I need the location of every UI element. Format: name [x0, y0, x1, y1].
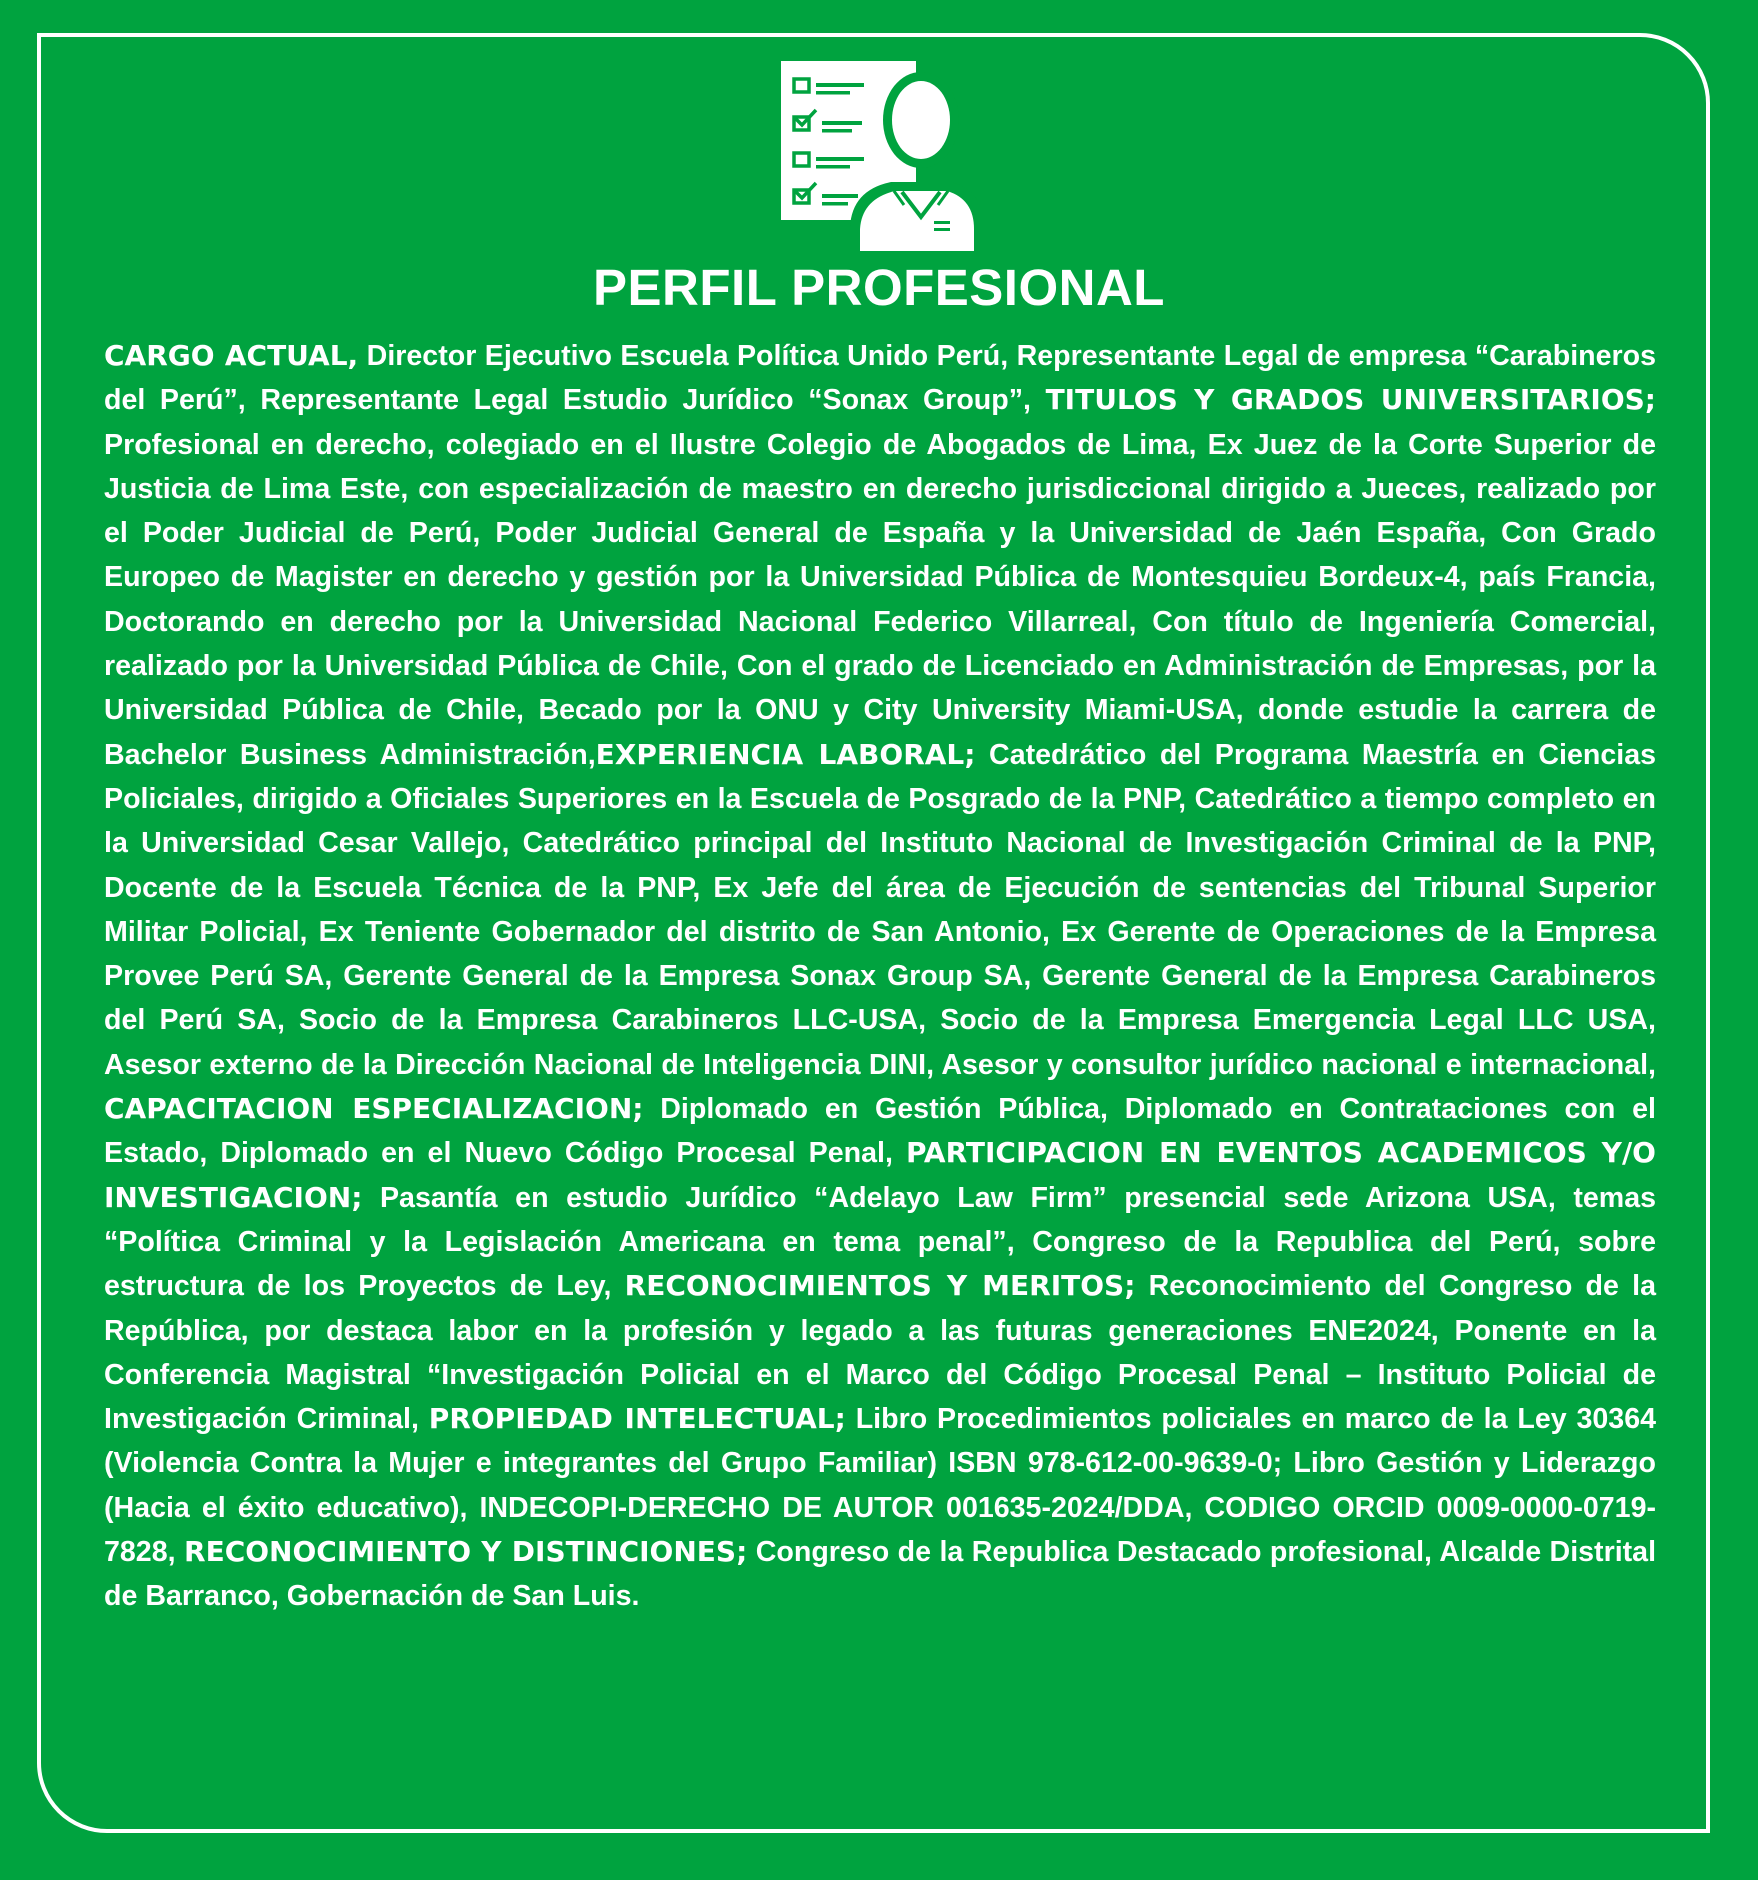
- section-text-distinciones: Congreso de la Republica Destacado profesional, Alcalde Distrital de Barranco, Gobernación de San Luis.: [104, 1536, 1657, 1613]
- profile-checklist-icon: [778, 59, 978, 251]
- section-text-reconocimientos: Reconocimiento del Congreso de la República, por destaca labor en la profesión y legado a las futuras generaciones ENE2024, Ponente en la Conferencia Magistral “Investigación Policial en el Marco del Código Procesal Penal – Instituto Policial de Investigación Criminal,: [104, 1270, 1656, 1436]
- section-text-propiedad: Libro Procedimientos policiales en marco de la Ley 30364 (Violencia Contra la Mujer e integrantes del Grupo Familiar) ISBN 978-612-00-9639-0; Libro Gestión y Liderazgo (Hacia el éxito educativo), INDECOPI-DERECHO DE AUTOR 001635-2024/DDA, CODIGO ORCID 0009-0000-0719-7828,: [104, 1403, 1656, 1569]
- page-title: PERFIL PROFESIONAL: [593, 259, 1165, 316]
- section-heading-distinciones: RECONOCIMIENTO Y DISTINCIONES;: [184, 1535, 748, 1569]
- section-heading-capacitacion: CAPACITACION ESPECIALIZACION;: [104, 1092, 644, 1126]
- section-text-experiencia: Catedrático del Programa Maestría en Ciencias Policiales, dirigido a Oficiales Superiores en la Escuela de Posgrado de la PNP, Catedrático a tiempo completo en la Universidad Cesar Vallejo, Catedrático principal del Instituto Nacional de Investigación Criminal de la PNP, Docente de la Escuela Técnica de la PNP, Ex Jefe del área de Ejecución de sentencias del Tribunal Superior Militar Policial, Ex Teniente Gobernador del distrito de San Antonio, Ex Gerente de Operaciones de la Empresa Provee Perú SA, Gerente General de la Empresa Sonax Group SA, Gerente General de la Empresa Carabineros del Perú SA, Socio de la Empresa Carabineros LLC-USA, Socio de la Empresa Emergencia Legal LLC USA, Asesor externo de la Dirección Nacional de Inteligencia DINI, Asesor y consultor jurídico nacional e internacional,: [104, 738, 1656, 1081]
- section-heading-propiedad: PROPIEDAD INTELECTUAL;: [428, 1402, 846, 1436]
- section-heading-titulos: TITULOS Y GRADOS UNIVERSITARIOS;: [1045, 383, 1656, 417]
- section-heading-participacion: PARTICIPACION EN EVENTOS ACADEMICOS Y/O INVESTIGACION;: [104, 1136, 1656, 1214]
- section-text-titulos: Profesional en derecho, colegiado en el Ilustre Colegio de Abogados de Lima, Ex Juez de la Corte Superior de Justicia de Lima Este, con especialización de maestro en derecho jurisdiccional dirigido a Jueces, realizado por el Poder Judicial de Perú, Poder Judicial General de España y la Universidad de Jaén España, Con Grado Europeo de Magister en derecho y gestión por la Universidad Pública de Montesquieu Bordeux-4, país Francia, Doctorando en derecho por la Universidad Nacional Federico Villarreal, Con título de Ingeniería Comercial, realizado por la Universidad Pública de Chile, Con el grado de Licenciado en Administración de Empresas, por la Universidad Pública de Chile, Becado por la ONU y City University Miami-USA, donde estudie la carrera de Bachelor Business Administración,: [104, 428, 1656, 771]
- section-heading-reconocimientos: RECONOCIMIENTOS Y MERITOS;: [624, 1269, 1136, 1303]
- section-heading-experiencia: EXPERIENCIA LABORAL;: [595, 737, 976, 771]
- section-heading-cargo-actual: CARGO ACTUAL,: [104, 339, 359, 372]
- section-text-capacitacion: Diplomado en Gestión Pública, Diplomado en Contrataciones con el Estado, Diplomado en el Nuevo Código Procesal Penal,: [104, 1093, 1656, 1170]
- section-text-participacion: Pasantía en estudio Jurídico “Adelayo Law Firm” presencial sede Arizona USA, temas “Política Criminal y la Legislación Americana en tema penal”, Congreso de la Republica del Perú, sobre estructura de los Proyectos de Ley,: [104, 1181, 1656, 1303]
- profile-body: [104, 334, 1656, 1619]
- section-text-cargo-actual: Director Ejecutivo Escuela Política Unido Perú, Representante Legal de empresa “Carabineros del Perú”, Representante Legal Estudio Jurídico “Sonax Group”,: [104, 340, 1657, 417]
